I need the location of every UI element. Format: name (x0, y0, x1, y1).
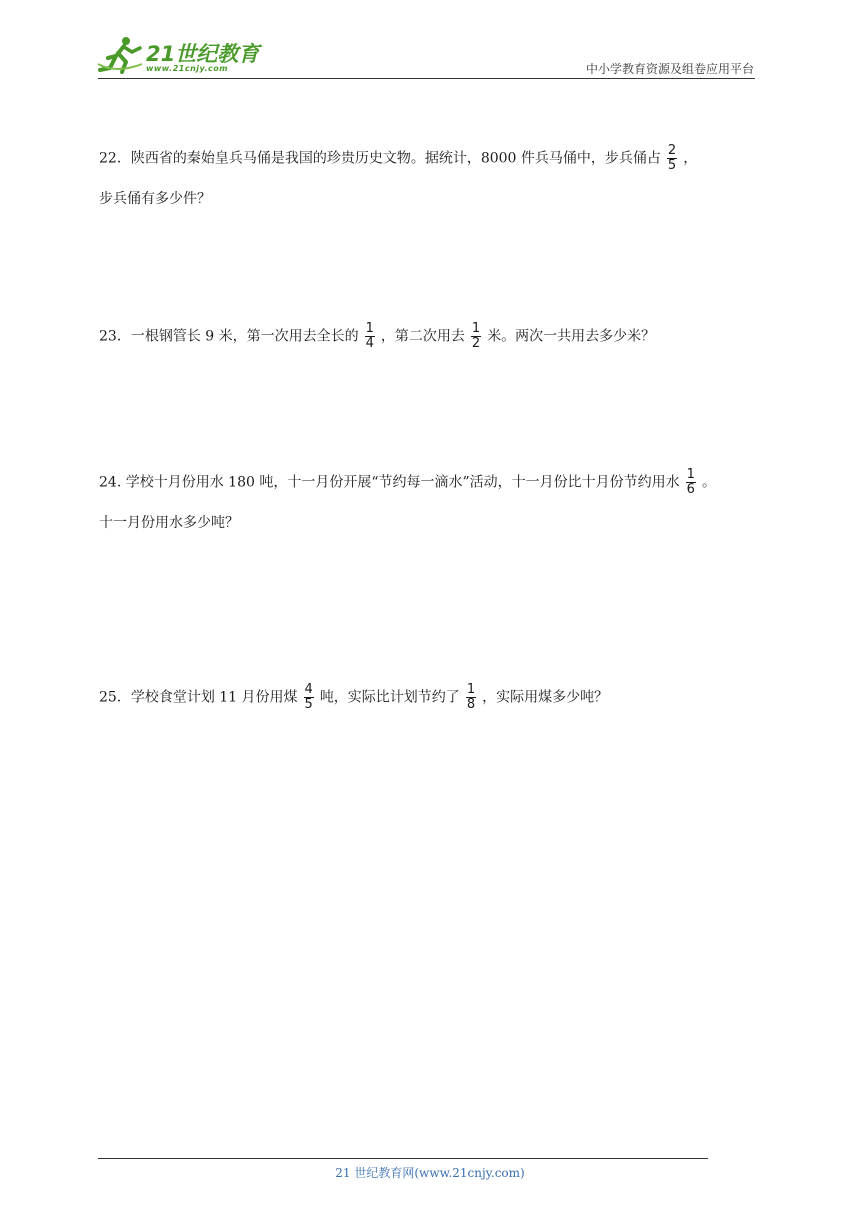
question-text: ， (683, 150, 698, 167)
question-line (99, 683, 769, 712)
question-line (99, 189, 769, 209)
fraction-denominator: 5 (667, 158, 677, 173)
question-text: 步兵俑有多少件？ (99, 191, 211, 207)
question-text: 24. 学校十月份用水 180 吨，十一月份开展“节约每一滴水”活动，十一月份比十月份节约用水 (99, 474, 680, 491)
fraction (365, 322, 375, 351)
fraction (304, 683, 314, 712)
question-23 (99, 322, 769, 351)
fraction (471, 322, 481, 351)
fraction (667, 144, 677, 173)
question-24 (99, 468, 769, 533)
question-text: 十一月份用水多少吨？ (99, 515, 239, 531)
fraction (466, 683, 476, 712)
question-text: 23．一根钢管长 9 米，第一次用去全长的 (99, 328, 359, 345)
fraction-numerator: 4 (304, 682, 313, 697)
question-text: 米。两次一共用去多少米？ (487, 328, 656, 345)
fraction-numerator: 1 (466, 682, 476, 697)
running-man-logo-icon (96, 34, 144, 74)
fraction (686, 468, 696, 497)
question-text: 。 (701, 474, 716, 491)
question-line (99, 144, 769, 173)
site-logo (96, 34, 266, 76)
header-platform-text: 中小学教育资源及组卷应用平台 (585, 62, 754, 76)
fraction-denominator: 8 (466, 697, 476, 712)
question-text: 吨，实际比计划节约了 (319, 689, 460, 706)
fraction-numerator: 1 (686, 467, 695, 482)
footer-divider (98, 1158, 708, 1159)
fraction-numerator: 1 (471, 321, 481, 336)
question-text: ，第二次用去 (380, 328, 465, 345)
logo-title: 21世纪教育 (146, 42, 260, 66)
question-25 (99, 683, 769, 712)
question-line (99, 322, 769, 351)
question-22 (99, 144, 769, 209)
header-divider (98, 78, 755, 79)
question-line (99, 513, 769, 533)
fraction-denominator: 4 (365, 336, 374, 351)
question-line (99, 468, 769, 497)
fraction-numerator: 1 (365, 321, 374, 336)
fraction-denominator: 5 (304, 697, 313, 712)
logo-url: www.21cnjy.com (146, 64, 229, 73)
fraction-denominator: 2 (471, 336, 481, 351)
footer-text: 21 世纪教育网(www.21cnjy.com) (335, 1166, 525, 1180)
question-text: ，实际用煤多少吨？ (482, 689, 609, 706)
fraction-numerator: 2 (667, 143, 677, 158)
fraction-denominator: 6 (686, 482, 695, 497)
question-text: 22．陕西省的秦始皇兵马俑是我国的珍贵历史文物。据统计，8000 件兵马俑中，步兵俑占 (99, 150, 661, 167)
question-text: 25．学校食堂计划 11 月份用煤 (99, 689, 298, 706)
